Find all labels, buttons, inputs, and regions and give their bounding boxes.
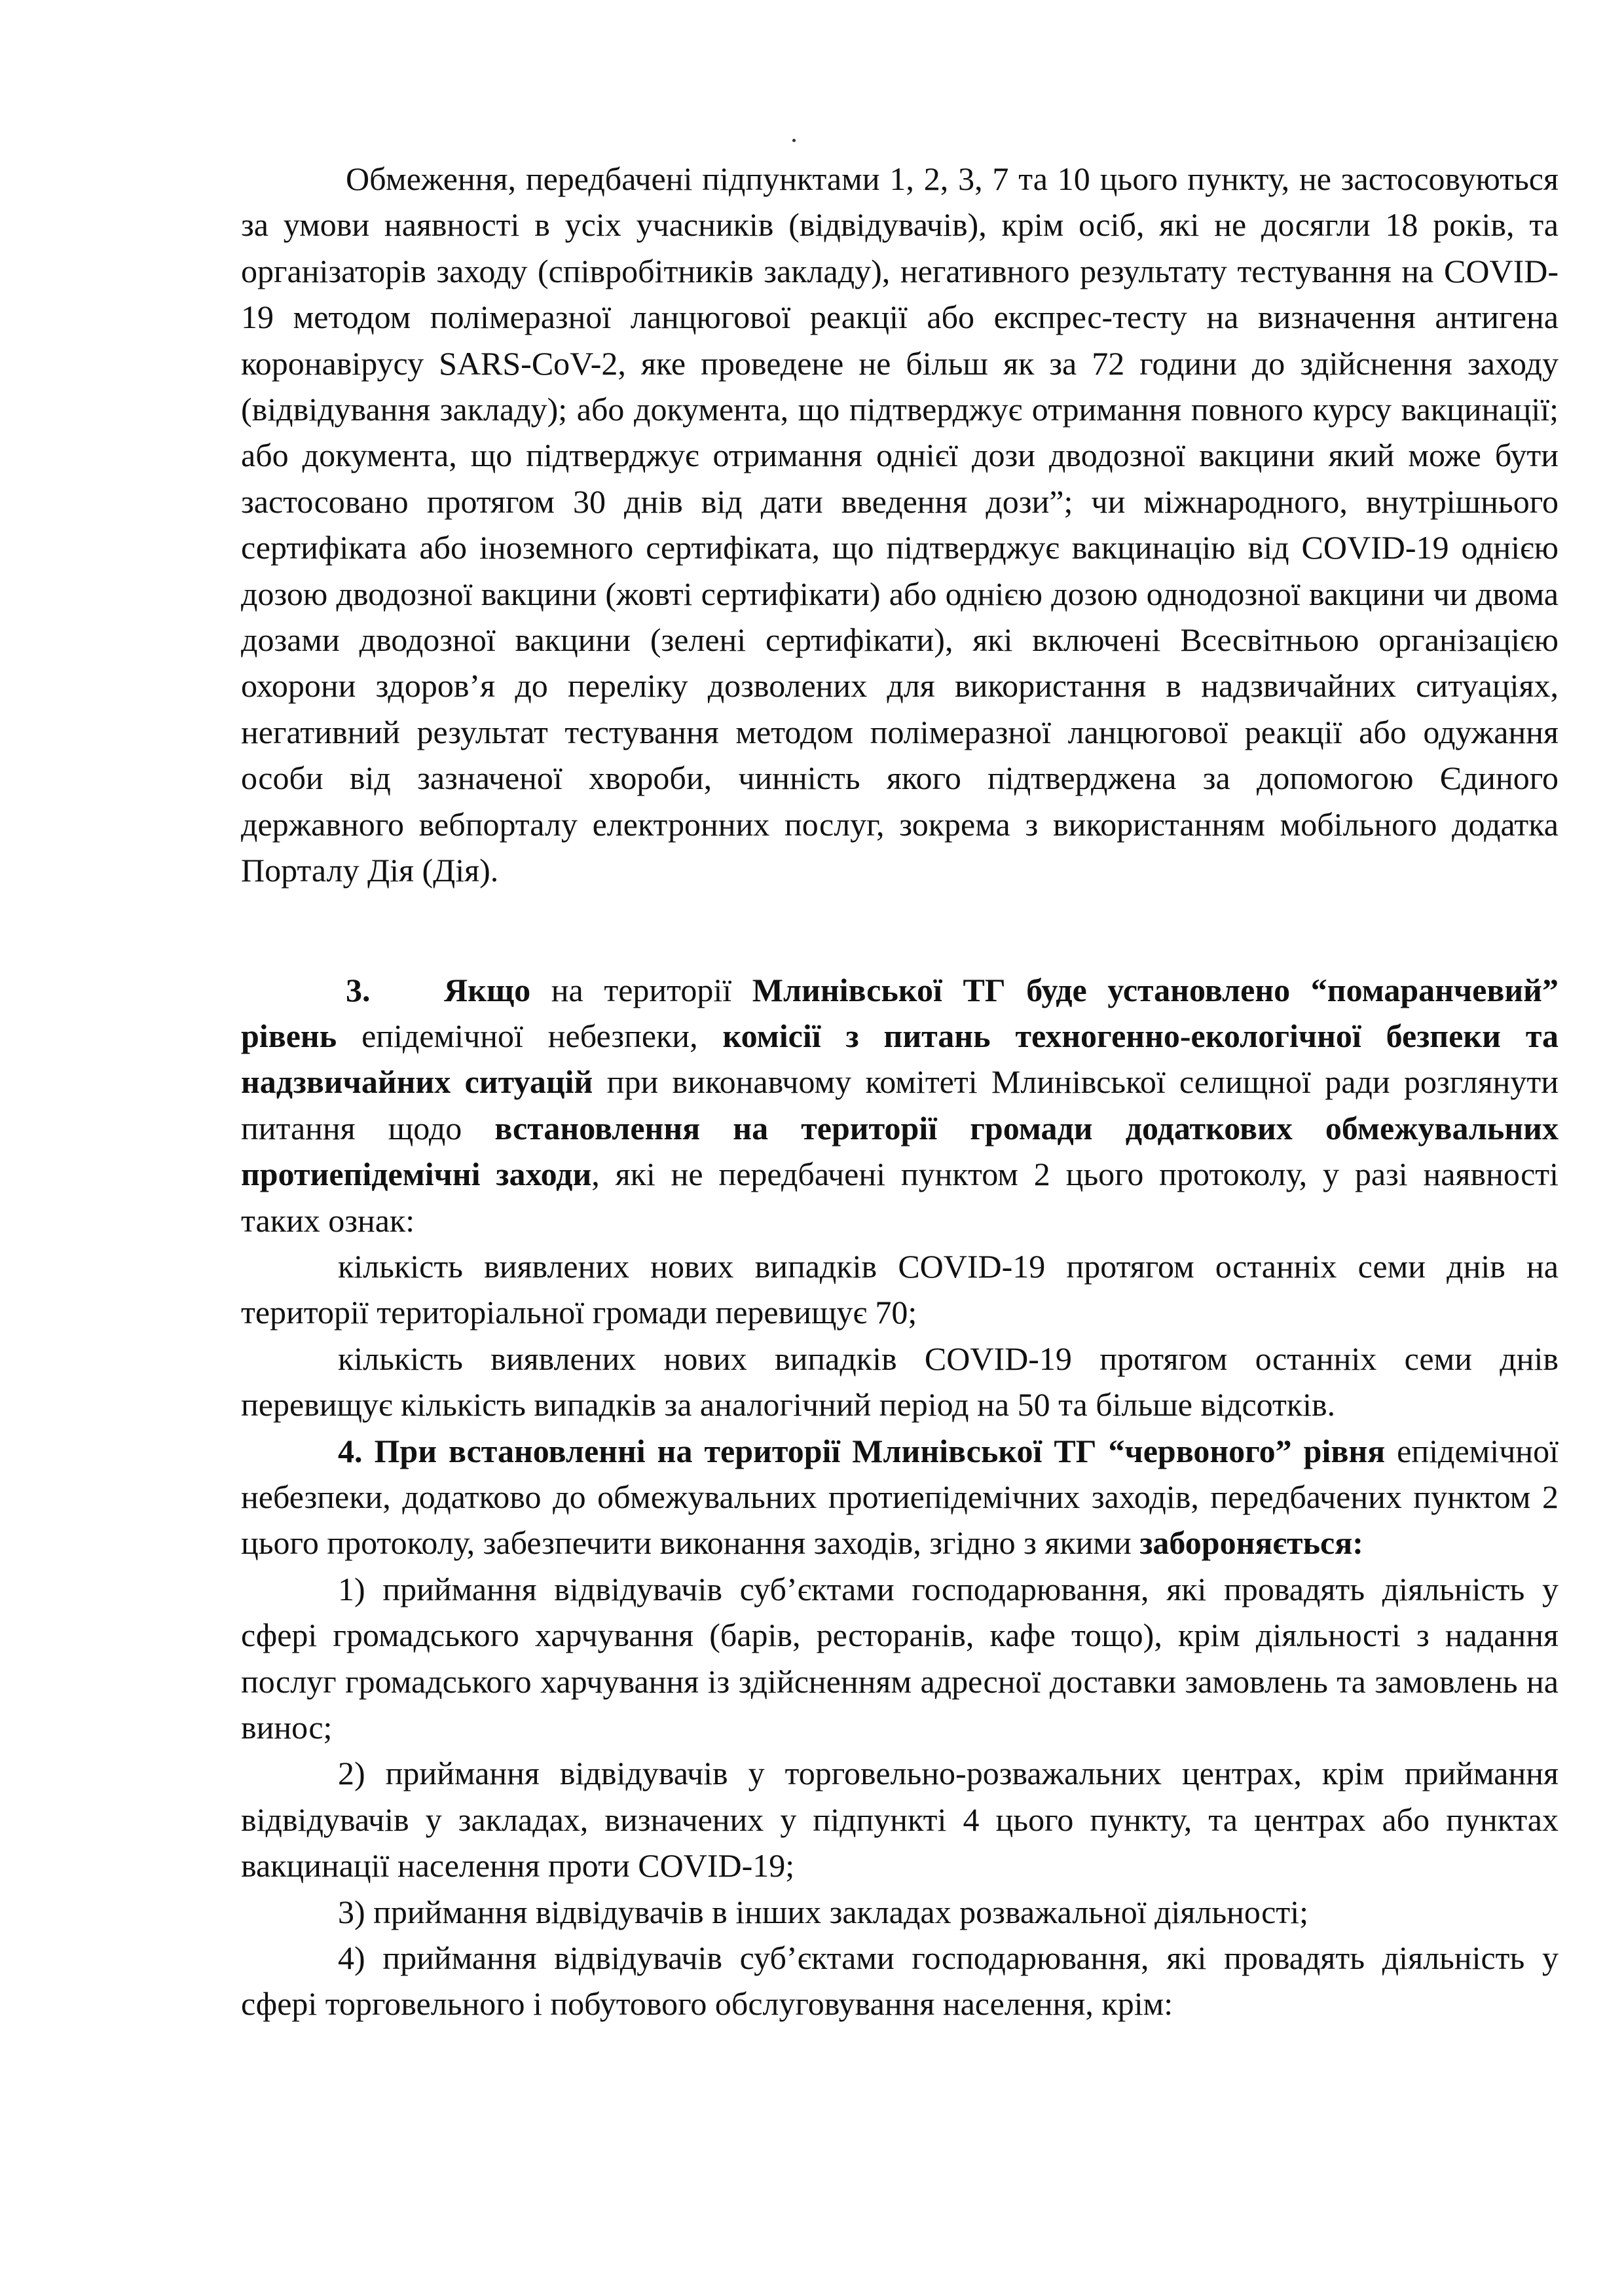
document-page [241, 156, 1559, 2027]
section-3-bold-if: Якщо [444, 971, 531, 1008]
section-3-text: епідемічної небезпеки, [337, 1017, 723, 1054]
section-4-item-1: 1) приймання відвідувачів суб’єктами господарювання, які провадять діяльність у сфері громадського харчування (барів, ресторанів, кафе тощо), крім діяльності з надання послуг громадського харчування із здійсненням адресної доставки замовлень та замовлень на винос; [241, 1570, 1559, 1746]
section-3-number: 3. [346, 971, 371, 1008]
section-3-text: , які не передбачені пунктом 2 цього протоколу, у разі наявності таких ознак: [241, 1156, 1559, 1239]
section-3-bold-measures: встановлення на території громади додаткових обмежувальних протиепідемічні заходи [241, 1109, 1559, 1193]
section-4-bold-prohibited: забороняється: [1139, 1524, 1363, 1562]
section-4-bold-heading: 4. При встановленні на території Млинівської ТГ “червоного” рівня [338, 1432, 1386, 1469]
section-3-text: при виконавчому комітеті Млинівської селищної ради розглянути питання щодо [241, 1063, 1559, 1147]
section-3-criterion-2: кількість виявлених нових випадків COVID-19 протягом останніх семи днів перевищує кількість випадків за аналогічний період на 50 та більше відсотків. [241, 1340, 1559, 1423]
section-3-text: на території [530, 971, 752, 1008]
section-4-paragraph [241, 1428, 1559, 1566]
scan-speck [792, 139, 796, 142]
paragraph-gap [241, 894, 1559, 967]
section-4-item-3: 3) приймання відвідувачів в інших закладах розважальної діяльності; [338, 1893, 1309, 1930]
paragraph-restrictions-exceptions: Обмеження, передбачені підпунктами 1, 2, 3, 7 та 10 цього пункту, не застосовуються за умови наявності в усіх учасників (відвідувачів), крім осіб, які не досягли 18 років, та організаторів заходу (співробітників закладу), негативного результату тестування на COVID-19 методом полімеразної ланцюгової реакції або експрес-тесту на визначення антигена коронавірусу SARS-CoV-2, яке проведене не більш як за 72 години до здійснення заходу (відвідування закладу); або документа, що підтверджує отримання повного курсу вакцинації; або документа, що підтверджує отримання однієї дози дводозної вакцини який може бути застосовано протягом 30 днів від дати введення дози”; чи міжнародного, внутрішнього сертифіката або іноземного сертифіката, що підтверджує вакцинацію від COVID-19 однією дозою дводозної вакцини (жовті сертифікати) або однією дозою однодозної вакцини чи двома дозами дводозної вакцини (зелені сертифікати), які включені Всесвітньою організацією охорони здоров’я до переліку дозволених для використання в надзвичайних ситуаціях, негативний результат тестування методом полімеразної ланцюгової реакції або одужання особи від зазначеної хвороби, чинність якого підтверджена за допомогою Єдиного державного вебпорталу електронних послуг, зокрема з використанням мобільного додатка Порталу Дія (Дія). [241, 160, 1559, 889]
section-3-bold-commission: комісії з питань техногенно-екологічної безпеки та надзвичайних ситуацій [241, 1017, 1559, 1101]
section-4-text: епідемічної небезпеки, додатково до обмежувальних протиепідемічних заходів, передбачених пунктом 2 цього протоколу, забезпечити виконання заходів, згідно з якими [241, 1432, 1559, 1562]
section-3-bold-orange-level: Млинівської ТГ буде установлено “помаранчевий” рівень [241, 971, 1559, 1054]
section-4-item-2: 2) приймання відвідувачів у торговельно-розважальних центрах, крім приймання відвідувачів у закладах, визначених у підпункті 4 цього пункту, та центрах або пунктах вакцинації населення проти COVID-19; [241, 1755, 1559, 1884]
section-3-paragraph [241, 967, 1559, 1243]
section-4-item-4: 4) приймання відвідувачів суб’єктами господарювання, які провадять діяльність у сфері торговельного і побутового обслуговування населення, крім: [241, 1939, 1559, 2023]
section-3-criterion-1: кількість виявлених нових випадків COVID-19 протягом останніх семи днів на території територіальної громади перевищує 70; [241, 1247, 1559, 1331]
